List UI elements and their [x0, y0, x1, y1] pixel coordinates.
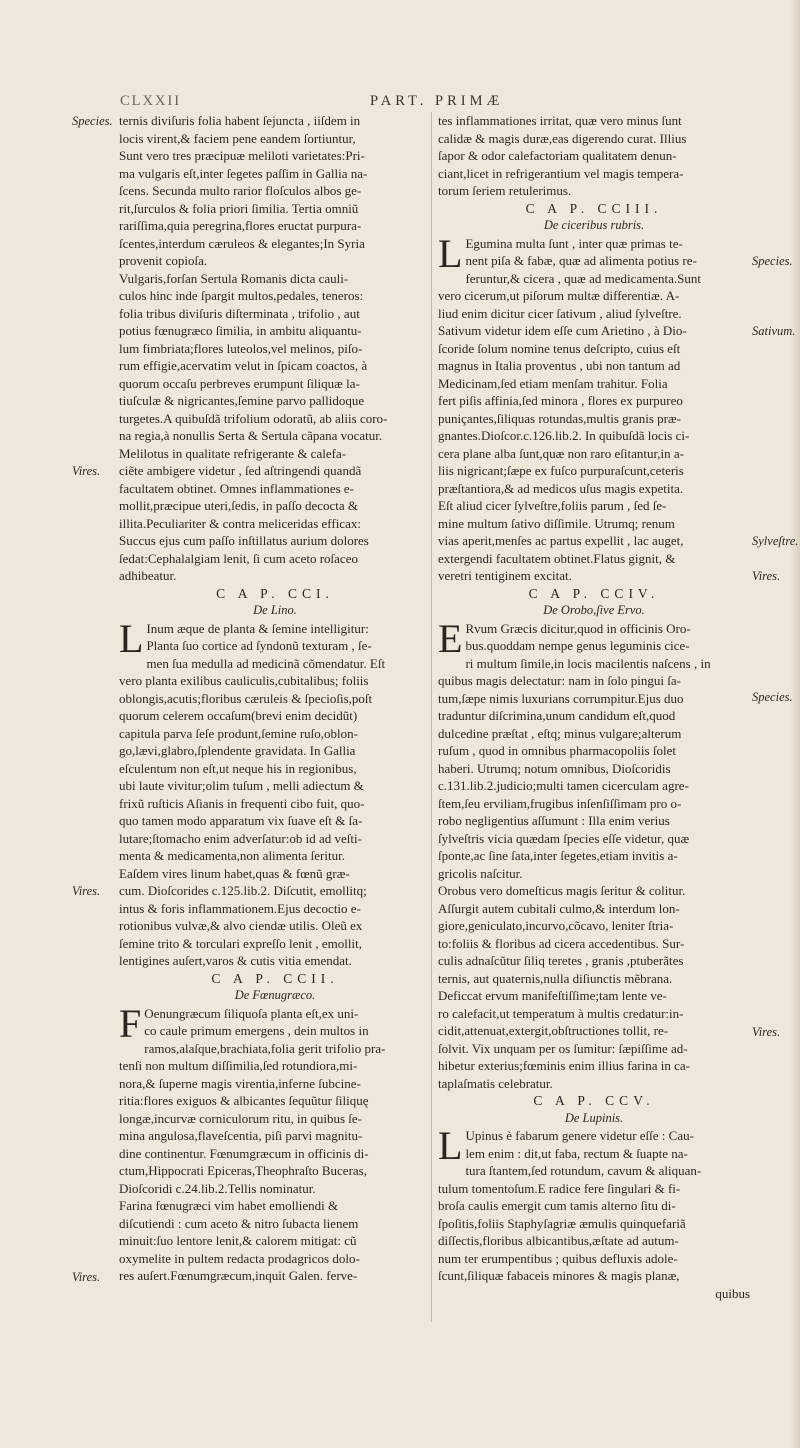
- text-line: [119, 830, 431, 848]
- text-line: [438, 410, 750, 428]
- line-text: tes inflammationes irritat, quæ vero minus ſunt: [438, 113, 682, 128]
- text-line: [119, 1145, 431, 1163]
- line-text: ro calefacit,ut temperatum à multis credatur:in-: [438, 1005, 684, 1021]
- page-edge-shadow: [790, 0, 800, 1448]
- text-line: [438, 637, 750, 655]
- line-text: Sunt vero tres præcipuæ meliloti varietates:Pri-: [119, 148, 365, 163]
- text-line: [119, 532, 431, 550]
- text-line: [438, 725, 750, 743]
- line-text: gnantes.Dioſcor.c.126.lib.2. In quibuſdã locis ci-: [438, 428, 690, 443]
- line-text: ri multum ſimile,in locis macilentis naſcens , in: [465, 655, 711, 671]
- text-line: [119, 1110, 431, 1128]
- text-line: [119, 462, 431, 480]
- text-line: [438, 882, 750, 900]
- text-line: [438, 830, 750, 848]
- line-text: De Lino.: [253, 603, 297, 617]
- line-text: De Orobo,ſive Ervo.: [543, 603, 645, 617]
- text-line: [438, 305, 750, 323]
- text-line: [119, 690, 431, 708]
- line-text: quorum occaſu perbreves erumpunt ſiliquæ la-: [119, 375, 360, 391]
- margin-note: Sativum.: [752, 324, 796, 338]
- line-text: go,lævi,glabro,ſplendente gravidata. In Gallia: [119, 743, 356, 758]
- text-line: [119, 392, 431, 410]
- text-line: [119, 112, 431, 130]
- folio-number: CLXXII: [120, 93, 182, 109]
- text-line: [119, 305, 431, 323]
- line-text: mine multum ſativo diſſimile. Utrumq; renum: [438, 515, 675, 531]
- line-text: nent piſa & fabæ, quæ ad alimenta potius re-: [465, 253, 697, 268]
- text-line: [119, 777, 431, 795]
- line-text: vero cicerum,ut piſorum multæ differentiæ. A-: [438, 288, 680, 303]
- line-text: men ſua medulla ad medicinã cõmendatur. Eſt: [146, 655, 386, 671]
- text-line: [119, 882, 431, 900]
- line-text: ternis, aut quaternis,nulla diſiunctis mẽbrana.: [438, 970, 673, 986]
- right-column: [438, 112, 750, 1302]
- line-text: co caule primum emergens , dein multos in: [144, 1023, 369, 1038]
- line-text: longæ,incurvæ corniculorum ritu, in quibus ſe-: [119, 1110, 362, 1126]
- line-text: minuit:ſuo lentore lenit,& calorem mitigat: cũ: [119, 1233, 357, 1248]
- line-text: Orobus vero domeſticus magis ſeritur & colitur.: [438, 883, 686, 898]
- text-line: [119, 165, 431, 183]
- text-line: [119, 550, 431, 568]
- line-text: eſculentum non eſt,ut neque his in regionibus,: [119, 760, 357, 776]
- text-line: [438, 252, 750, 270]
- text-line: [438, 1145, 750, 1163]
- line-text: dulcedine præſtat , eſtq; minus vulgare;alterum: [438, 725, 682, 741]
- drop-cap: L: [438, 230, 463, 276]
- text-line: [438, 340, 750, 358]
- text-line: [438, 567, 750, 585]
- line-text: tura ſtantem,ſed rotundum, cavum & aliquan-: [465, 1163, 702, 1178]
- line-text: intus & foris inflammationem.Ejus decoctio e-: [119, 900, 361, 916]
- text-line: [119, 847, 431, 865]
- line-text: c.131.lib.2.judicio;multi tamen cicerculam agre-: [438, 778, 689, 793]
- line-text: C A P. CCI.: [216, 585, 334, 601]
- text-line: [119, 200, 431, 218]
- text-line: [119, 1215, 431, 1233]
- text-line: [119, 1232, 431, 1250]
- text-line: [438, 672, 750, 690]
- line-text: adhibeatur.: [119, 568, 177, 583]
- text-line: [119, 182, 431, 200]
- text-line: [438, 1040, 750, 1058]
- line-text: ſpoſitis,foliis Staphyſagriæ æmulis quinquefariã: [438, 1215, 686, 1231]
- text-line: [119, 147, 431, 165]
- text-line: [438, 1232, 750, 1250]
- line-text: nora,& ſuperne magis virentia,inferne ſubcine-: [119, 1075, 361, 1091]
- text-line: [119, 655, 431, 673]
- line-text: ma vulgaris eſt,inter ſegetes paſſim in Gallia na-: [119, 165, 368, 181]
- text-line: [119, 1022, 431, 1040]
- margin-note: Species.: [752, 690, 793, 704]
- chapter-subtitle: [438, 1110, 750, 1128]
- line-text: Dioſcoridi c.24.lib.2.Tellis nominatur.: [119, 1180, 316, 1196]
- text-line: [119, 1267, 431, 1285]
- text-line: [438, 357, 750, 375]
- line-text: ſedat:Cephalalgiam lenit, ſi cum aceto roſaceo: [119, 550, 358, 566]
- line-text: robo negligentius aſſumunt : Illa enim verius: [438, 813, 670, 828]
- line-text: Vulgaris,forſan Sertula Romanis dicta cauli-: [119, 270, 349, 286]
- line-text: taplaſmatis celebratur.: [438, 1075, 553, 1091]
- line-text: Succus ejus cum paſſo inſtillatus aurium dolores: [119, 533, 369, 548]
- line-text: tum,ſæpe nimis luxurians corrumpitur.Ejus duo: [438, 690, 684, 706]
- drop-cap: E: [438, 615, 463, 661]
- text-line: [438, 1215, 750, 1233]
- text-line: [438, 270, 750, 288]
- line-text: rit,ſurculos & folia priori ſimilia. Tertia omniũ: [119, 200, 359, 216]
- line-text: liud enim dicitur cicer ſativum , aliud ſylveſtre.: [438, 305, 682, 321]
- text-line: [438, 917, 750, 935]
- line-text: ſcentes,interdum cæruleos & elegantes;In Syria: [119, 235, 365, 251]
- text-line: [438, 480, 750, 498]
- line-text: ciant,licet in refrigerantium vel magis tempera-: [438, 165, 684, 181]
- drop-cap: F: [119, 1000, 142, 1046]
- line-text: Melilotus in qualitate refrigerante & calefa-: [119, 445, 347, 461]
- text-line: [119, 427, 431, 445]
- text-line: [438, 322, 750, 340]
- line-text: C A P. CCII.: [211, 970, 339, 986]
- line-text: ſolvit. Vix unquam per os ſumitur: ſæpiſſime ad-: [438, 1040, 688, 1056]
- text-line: [119, 497, 431, 515]
- margin-note: Species.: [752, 254, 793, 268]
- text-line: [438, 970, 750, 988]
- text-line: [438, 182, 750, 200]
- line-text: Upinus è fabarum genere videtur eſſe : Cau-: [465, 1128, 694, 1143]
- left-column: [119, 112, 431, 1285]
- line-text: Eguminа multa ſunt , inter quæ primas te-: [465, 235, 683, 251]
- text-line: [438, 1180, 750, 1198]
- line-text: magnus in Italia proventus , ubi non tantum ad: [438, 358, 681, 373]
- line-text: ctum,Hippocrati Epiceras,Theophraſto Buceras,: [119, 1163, 367, 1178]
- line-text: De Lupinis.: [564, 1110, 624, 1125]
- line-text: turgetes.A quibuſdã trifolium odoratũ, ab aliis coro-: [119, 410, 388, 426]
- line-text: hibetur exterius;fœminis enim illius farina in ca-: [438, 1058, 690, 1073]
- line-text: frixũ ruſticis Aſianis in frequenti cibo fuit, quo-: [119, 795, 365, 811]
- column-rule: [431, 112, 432, 1322]
- line-text: oxymelite in pultem redacta prodagricos dolo-: [119, 1250, 360, 1266]
- line-text: ſylveſtris vicia quædam ſpecies eſſe videtur, quæ: [438, 830, 690, 846]
- text-line: [438, 935, 750, 953]
- margin-note: Vires.: [72, 884, 101, 898]
- line-text: Farina fœnugræci vim habet emolliendi &: [119, 1198, 339, 1213]
- text-line: [438, 742, 750, 760]
- line-text: to:foliis & floribus ad cicera accedentibus. Sur-: [438, 935, 685, 951]
- margin-note: Sylveſtre.: [752, 534, 799, 548]
- text-line: [119, 357, 431, 375]
- line-text: haberi. Utrumq; notum omnibus, Dioſcoridis: [438, 760, 671, 776]
- line-text: fert piſis affinia,ſed minora , flores ex purpureo: [438, 393, 683, 408]
- text-line: [438, 165, 750, 183]
- line-text: veretri tentiginem excitat.: [438, 568, 572, 583]
- text-line: [119, 742, 431, 760]
- chapter-heading: [438, 1092, 750, 1110]
- text-line: [438, 1075, 750, 1093]
- text-line: [438, 147, 750, 165]
- line-text: diſcutiendi : cum aceto & nitro ſubacta lienem: [119, 1215, 359, 1231]
- text-line: [119, 1162, 431, 1180]
- text-line: [438, 392, 750, 410]
- line-text: illita.Peculiariter & contra meliceridas efficax:: [119, 515, 361, 531]
- text-line: [119, 252, 431, 270]
- text-line: [119, 340, 431, 358]
- line-text: bus.quoddam nempe genus leguminis cice-: [465, 638, 690, 653]
- line-text: potius fœnugræco ſimilia, in ambitu aliquantu-: [119, 323, 362, 338]
- line-text: ſcens. Secunda multo rarior floſculos albos ge-: [119, 183, 362, 198]
- line-text: lum fimbriata;flores luteolos,vel melinos, piſo-: [119, 340, 363, 356]
- text-line: [438, 1250, 750, 1268]
- line-text: cum. Dioſcorides c.125.lib.2. Diſcutit, emollitq;: [119, 883, 367, 898]
- text-line: [438, 707, 750, 725]
- text-line: [438, 462, 750, 480]
- line-text: Inum æque de planta & ſemine intelligitur:: [146, 620, 369, 636]
- line-text: menta & medicamenta,non alimenta ſeritur.: [119, 848, 345, 863]
- line-text: Sativum videtur idem eſſe cum Arietino , à Dio-: [438, 323, 687, 338]
- text-line: [119, 637, 431, 655]
- line-text: ſponte,ac ſine ſata,inter ſegetes,etiam invitis a-: [438, 848, 678, 863]
- text-line: [119, 1250, 431, 1268]
- line-text: De Fœnugræco.: [234, 988, 316, 1002]
- line-text: Medicinam,ſed etiam menſam trahitur. Folia: [438, 375, 668, 391]
- chapter-subtitle: [119, 602, 431, 620]
- text-line: [119, 812, 431, 830]
- text-line: [438, 987, 750, 1005]
- line-text: Rvum Græcis dicitur,quod in officinis Oro-: [465, 620, 691, 636]
- text-line: [438, 1057, 750, 1075]
- text-line: [438, 515, 750, 533]
- text-line: [119, 445, 431, 463]
- drop-cap: L: [119, 615, 144, 661]
- line-text: vias aperit,menſes ac partus expellit , lac auget,: [438, 533, 684, 548]
- text-line: [119, 1057, 431, 1075]
- margin-note: Species.: [72, 114, 113, 128]
- line-text: cidit,attenuat,extergit,obſtructiones tollit, re-: [438, 1023, 669, 1038]
- text-line: [438, 952, 750, 970]
- text-line: [438, 1005, 750, 1023]
- text-line: [119, 235, 431, 253]
- line-text: folia tribus diviſuris diſterminata , trifolio , aut: [119, 305, 360, 321]
- chapter-subtitle: [119, 987, 431, 1005]
- line-text: De ciceribus rubris.: [543, 218, 645, 232]
- text-line: [438, 847, 750, 865]
- drop-cap: L: [438, 1123, 463, 1168]
- text-line: [438, 427, 750, 445]
- text-line: [119, 515, 431, 533]
- margin-note: Vires.: [752, 1025, 781, 1039]
- line-text: ſemine trito & torculari expreſſo lenit , emollit,: [119, 935, 362, 951]
- line-text: præſtantiora,& ad medicos uſus magis expetita.: [438, 480, 684, 496]
- line-text: mollit,præcipue uteri,ſedis, in paſſo decocta &: [119, 498, 358, 513]
- line-text: Planta ſuo cortice ad ſyndonũ texturam , ſe-: [146, 638, 372, 653]
- text-line: [119, 917, 431, 935]
- line-text: ramos,alaſque,brachiata,folia gerit trifolio pra-: [144, 1040, 386, 1056]
- line-text: ciẽte ambigere videtur , ſed aſtringendi quandã: [119, 463, 362, 478]
- text-line: [438, 375, 750, 393]
- line-text: traduntur diſcrimina,unum candidum eſt,quod: [438, 708, 676, 723]
- line-text: ruſum , quod in omnibus pharmacopoliis ſolet: [438, 743, 676, 758]
- chapter-subtitle: [438, 217, 750, 235]
- line-text: extergendi facultatem obtinet.Flatus gignit, &: [438, 550, 676, 566]
- line-text: torum ſeriem retulerimus.: [438, 183, 572, 198]
- line-text: tulum tomentoſum.E radice fere ſingulari & fi-: [438, 1180, 681, 1196]
- line-text: puniçantes,ſiliquas rotundas,multis granis præ-: [438, 410, 681, 426]
- text-line: [119, 952, 431, 970]
- line-text: feruntur,& cicera , quæ ad medicamenta.Sunt: [465, 270, 701, 286]
- line-text: ritia:flores exiguos & albicantes ſequũtur ſiliquę: [119, 1093, 369, 1108]
- line-text: C A P. CCIII.: [525, 200, 663, 216]
- text-line: [119, 760, 431, 778]
- line-text: giore,geniculato,incurvo,cõcavo, leniter ſtria-: [438, 918, 674, 933]
- text-line: [119, 375, 431, 393]
- line-text: Eaſdem vires linum habet,quas & fœnũ græ-: [119, 865, 350, 881]
- line-text: Deficcat ervum manifeſtiſſime;tam lente ve-: [438, 988, 667, 1003]
- text-line: [119, 900, 431, 918]
- line-text: Eſt aliud cicer ſylveſtre,foliis parum , ſed ſe-: [438, 498, 667, 513]
- text-line: [119, 217, 431, 235]
- line-text: provenit copioſa.: [119, 253, 208, 268]
- text-line: [438, 1162, 750, 1180]
- line-text: facultatem obtinet. Omnes inflammationes e-: [119, 480, 355, 496]
- text-line: [438, 532, 750, 550]
- line-text: vero planta exilibus cauliculis,cubitalibus; foliis: [119, 673, 369, 688]
- line-text: ſcoride ſolum nomine tenus deſcripto, cuius eſt: [438, 340, 681, 356]
- text-line: [438, 777, 750, 795]
- text-line: [438, 655, 750, 673]
- text-line: [119, 1040, 431, 1058]
- text-line: [438, 445, 750, 463]
- line-text: broſa caulis emergit cum tamis alterno ſitu di-: [438, 1198, 676, 1213]
- line-text: capitula parva ſeſe produnt,ſemine ruſo,oblon-: [119, 725, 358, 741]
- text-line: [438, 1197, 750, 1215]
- text-line: [119, 322, 431, 340]
- running-title: PART. PRIMÆ: [370, 93, 504, 109]
- text-line: [119, 672, 431, 690]
- line-text: culis adnaſcũtur ſiliq teretes , granis ,ptuberãtes: [438, 953, 684, 968]
- chapter-subtitle: [438, 602, 750, 620]
- line-text: gricolis naſcitur.: [438, 865, 523, 881]
- text-line: [119, 725, 431, 743]
- text-line: [438, 287, 750, 305]
- line-text: lentigines auſert,varos & cutis vitia emendat.: [119, 953, 352, 968]
- text-line: [119, 410, 431, 428]
- line-text: mina angulosa,flaveſcentia, piſi parvi magnitu-: [119, 1128, 363, 1143]
- text-line: [438, 497, 750, 515]
- text-line: [119, 865, 431, 883]
- line-text: quo tamen modo apparatum vix ſuave eſt & ſa-: [119, 813, 363, 828]
- line-text: culos hinc inde ſpargit multos,pedales, teneros:: [119, 288, 364, 303]
- text-line: [438, 812, 750, 830]
- line-text: ſtem,ſeu erviliam,frugibus inſenſiſſimam pro o-: [438, 795, 682, 811]
- text-line: [119, 130, 431, 148]
- margin-note: Vires.: [72, 464, 101, 478]
- text-line: [119, 270, 431, 288]
- text-line: [438, 865, 750, 883]
- text-line: [119, 1197, 431, 1215]
- text-line: [438, 550, 750, 568]
- line-text: ternis diviſuris folia habent ſejuncta , iiſdem in: [119, 113, 361, 128]
- margin-note: Vires.: [72, 1270, 101, 1284]
- text-line: [438, 1285, 750, 1303]
- line-text: na regia,à nonullis Serta & Sertula cãpana vocatur.: [119, 428, 383, 443]
- text-line: [438, 690, 750, 708]
- line-text: tenſi non multum diſſimilia,ſed rotundiora,mi-: [119, 1058, 358, 1073]
- line-text: tiuſculæ & nigricantes,ſemine parvo pallidoque: [119, 393, 365, 408]
- text-line: [119, 1075, 431, 1093]
- line-text: cera plane alba ſunt,quæ non raro eſitantur,in a-: [438, 445, 685, 461]
- text-line: [119, 287, 431, 305]
- line-text: Oenungræcum ſiliquoſa planta eſt,ex uni-: [144, 1005, 359, 1021]
- chapter-heading: [438, 585, 750, 603]
- chapter-heading: [119, 970, 431, 988]
- line-text: rum effigie,acervatim velut in ſpicam coactos, à: [119, 358, 368, 373]
- line-text: quibus magis delectatur: nam in ſolo pingui ſa-: [438, 673, 681, 688]
- text-line: [119, 1092, 431, 1110]
- text-line: [438, 1022, 750, 1040]
- chapter-heading: [119, 585, 431, 603]
- line-text: C A P. CCV.: [533, 1093, 655, 1108]
- text-line: [438, 760, 750, 778]
- line-text: rariſſima,quia peregrina,flores eructat purpura-: [119, 218, 362, 233]
- line-text: locis virent,& faciem pene eandem ſortiuntur,: [119, 130, 356, 146]
- line-text: Aſſurgit autem cubitali culmo,& interdum lon-: [438, 900, 680, 916]
- line-text: res auſert.Fœnumgræcum,inquit Galen. ferve-: [119, 1268, 358, 1283]
- text-line: [119, 795, 431, 813]
- line-text: oblongis,acutis;floribus cæruleis & ſpecioſis,poſt: [119, 690, 373, 706]
- line-text: diſſectis,floribus albicantibus,æſtate ad autum-: [438, 1233, 679, 1248]
- text-line: [438, 130, 750, 148]
- line-text: liis nigricant;ſæpe ex fuſco purpuraſcunt,ceteris: [438, 463, 684, 478]
- text-line: [119, 707, 431, 725]
- line-text: ſapor & odor calefactoriam qualitatem denun-: [438, 148, 677, 163]
- text-line: [438, 1267, 750, 1285]
- line-text: lem enim : dit,ut faba, rectum & ſuapte na-: [465, 1145, 688, 1161]
- text-line: [119, 1127, 431, 1145]
- text-line: [438, 112, 750, 130]
- text-line: [119, 480, 431, 498]
- margin-note: Vires.: [752, 569, 781, 583]
- line-text: C A P. CCIV.: [528, 585, 660, 601]
- line-text: quibus: [715, 1285, 750, 1301]
- running-header: [120, 93, 750, 111]
- line-text: num ter erumpentibus ; quibus defluxis adole-: [438, 1250, 678, 1266]
- line-text: dine continentur. Fœnumgræcum in officinis di-: [119, 1145, 369, 1161]
- text-line: [119, 935, 431, 953]
- text-line: [438, 900, 750, 918]
- text-line: [438, 795, 750, 813]
- line-text: ubi laute vivitur;olim tuſum , melli adiectum &: [119, 778, 364, 793]
- line-text: ſcunt,ſiliquæ fabaceis minores & magis planæ,: [438, 1268, 680, 1283]
- line-text: lutare;ſtomacho enim adverſatur:ob id ad veſti-: [119, 830, 362, 846]
- text-line: [119, 1180, 431, 1198]
- text-line: [119, 567, 431, 585]
- line-text: calidæ & magis duræ,eas digerendo curat. Illius: [438, 130, 687, 146]
- line-text: rotionibus vulvæ,& alvo ciendæ utilis. Oleũ ex: [119, 918, 363, 933]
- chapter-heading: [438, 200, 750, 218]
- line-text: quorum celerem occaſum(brevi enim decidũt): [119, 708, 358, 723]
